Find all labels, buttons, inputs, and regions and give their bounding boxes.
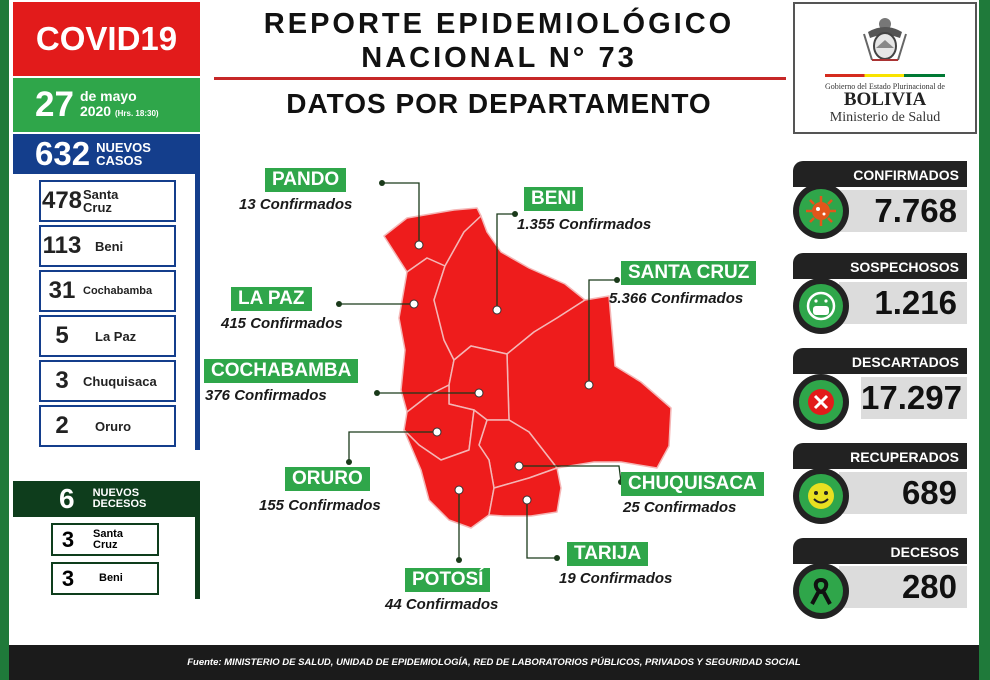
pin-santa-cruz [585,381,593,389]
new-death-count: 3 [61,565,75,591]
dept-confirmed-cochabamba: 376 Confirmados [205,387,327,404]
new-case-dept-2: Cruz [83,200,112,215]
new-case-dept: Cochabamba [83,284,153,297]
dept-confirmed-oruro: 155 Confirmados [259,497,381,514]
source-footer: Fuente: MINISTERIO DE SALUD, UNIDAD DE EPIDEMIOLOGÍA, RED DE LABORATORIOS PÚBLICOS, PRIVADOS Y SEGURIDAD SOCIAL [9,645,979,680]
date-month: de mayo [79,88,137,104]
logo-country: BOLIVIA [843,89,927,110]
new-death-dept: Santa [93,527,123,540]
stat-value-descartados: 17.297 [861,377,967,419]
new-deaths-label-1: NUEVOS [92,487,140,499]
new-cases-count: 632 [35,135,91,172]
dept-confirmed-pando: 13 Confirmados [239,196,353,213]
date-day: 27 [35,85,74,124]
pin-oruro [433,428,441,436]
new-case-dept: Santa [83,187,119,202]
new-death-dept-2: Cruz [93,538,118,551]
date-year: 2020 [79,103,112,119]
pin-cochabamba [475,389,483,397]
smiley-icon [793,468,849,524]
new-case-count: 2 [55,412,69,439]
new-case-dept: Chuquisaca [83,373,157,389]
new-case-count: 31 [48,277,76,304]
report-title-line-2: NACIONAL N° 73 [361,42,637,74]
new-case-dept: Beni [95,238,124,254]
dept-confirmed-santa-cruz: 5.366 Confirmados [609,290,744,307]
dept-confirmed-beni: 1.355 Confirmados [517,216,652,233]
new-case-count: 3 [55,367,69,394]
stat-label-sospechosos: SOSPECHOSOS [793,253,967,279]
pin-pando [415,241,423,249]
new-case-count: 113 [42,232,82,259]
new-case-count: 5 [55,322,69,349]
report-title-line-1: REPORTE EPIDEMIOLÓGICO [263,8,735,40]
pin-la-paz [410,300,418,308]
logo-ministry: Ministerio de Salud [829,110,941,125]
mourning-ribbon-icon [793,563,849,619]
new-case-count: 478 [41,187,83,214]
new-cases-label-1: NUEVOS [96,140,151,155]
mask-face-icon [793,278,849,334]
dept-label-tarija: TARIJA [567,542,648,566]
stat-label-decesos: DECESOS [793,538,967,564]
dept-label-cochabamba: COCHABAMBA [204,359,358,383]
pin-beni [493,306,501,314]
stat-label-descartados: DESCARTADOS [793,348,967,374]
stat-value-decesos: 280 [839,566,967,608]
stat-label-recuperados: RECUPERADOS [793,443,967,469]
dept-confirmed-la-paz: 415 Confirmados [221,315,343,332]
x-circle-icon [793,374,849,430]
dept-label-chuquisaca: CHUQUISACA [621,472,764,496]
new-case-dept: La Paz [95,328,137,344]
new-death-count: 3 [61,526,75,552]
new-death-dept: Beni [99,572,123,584]
new-deaths-count: 6 [59,483,75,514]
date-hours: (Hrs. 18:30) [114,109,159,118]
dept-label-pando: PANDO [265,168,346,192]
dept-confirmed-potosi: 44 Confirmados [385,596,499,613]
report-subtitle: DATOS POR DEPARTAMENTO [286,88,712,119]
pin-tarija [523,496,531,504]
pin-chuquisaca [515,462,523,470]
pin-potosi [455,486,463,494]
new-case-dept: Oruro [95,418,132,434]
stat-value-confirmados: 7.768 [839,190,967,232]
stat-value-recuperados: 689 [839,472,967,514]
stat-value-sospechosos: 1.216 [839,282,967,324]
dept-label-potosi: POTOSÍ [405,568,490,592]
new-cases-label-2: CASOS [96,153,143,168]
dept-label-beni: BENI [524,187,583,211]
dept-label-santa-cruz: SANTA CRUZ [621,261,756,285]
stat-label-confirmados: CONFIRMADOS [793,161,967,187]
covid-label: COVID19 [35,20,178,57]
virus-icon [793,183,849,239]
dept-confirmed-chuquisaca: 25 Confirmados [623,499,737,516]
dept-label-oruro: ORURO [285,467,370,491]
logo-government-text: Gobierno del Estado Plurinacional de [825,82,945,91]
new-deaths-label-2: DECESOS [92,498,147,510]
report-canvas [9,0,979,680]
dept-label-la-paz: LA PAZ [231,287,312,311]
dept-confirmed-tarija: 19 Confirmados [559,570,673,587]
